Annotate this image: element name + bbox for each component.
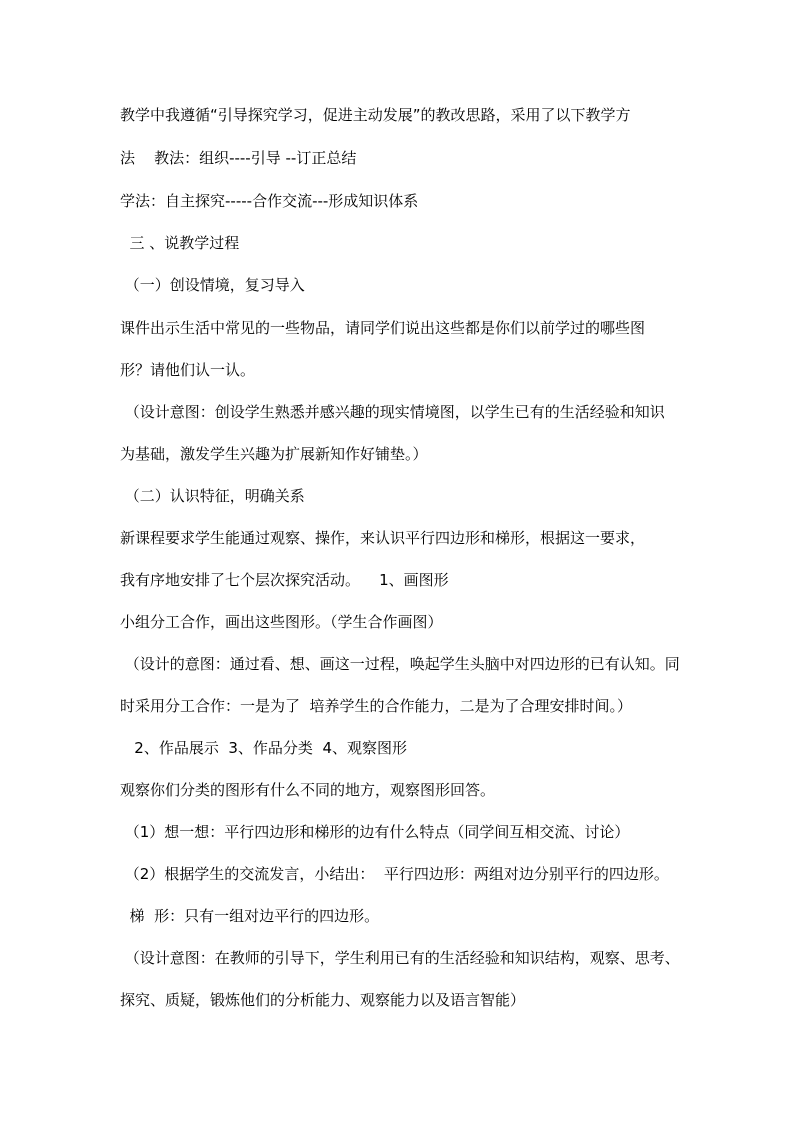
- text-line: （一）创设情境，复习导入: [120, 276, 305, 294]
- text-line: 法 教法：组织----引导 --订正总结: [120, 149, 357, 167]
- text-line: （2）根据学生的交流发言，小结出： 平行四边形：两组对边分别平行的四边形。: [120, 865, 669, 883]
- text-line: （二）认识特征，明确关系: [120, 487, 305, 505]
- text-line: 形？请他们认一认。: [120, 361, 256, 379]
- text-line: （设计意图：创设学生熟悉并感兴趣的现实情境图，以学生已有的生活经验和知识: [120, 403, 665, 421]
- text-line: （设计意图：在教师的引导下，学生利用已有的生活经验和知识结构，观察、思考、: [120, 949, 680, 967]
- text-line: 三 、说教学过程: [120, 234, 240, 252]
- text-line: 小组分工合作，画出这些图形。（学生合作画图）: [120, 613, 443, 631]
- text-line: 教学中我遵循“引导探究学习，促进主动发展”的教改思路，采用了以下教学方: [120, 106, 631, 124]
- text-line: 探究、质疑，锻炼他们的分析能力、观察能力以及语言智能）: [120, 991, 526, 1009]
- text-line: 2、作品展示 3、作品分类 4、观察图形: [120, 739, 408, 757]
- text-line: 学法：自主探究-----合作交流---形成知识体系: [120, 192, 419, 210]
- text-line: （1）想一想：平行四边形和梯形的边有什么特点（同学间互相交流、讨论）: [120, 823, 630, 841]
- text-line: 观察你们分类的图形有什么不同的地方，观察图形回答。: [120, 781, 496, 799]
- text-line: 梯 形：只有一组对边平行的四边形。: [120, 907, 380, 925]
- text-line: 时采用分工合作：一是为了 培养学生的合作能力，二是为了合理安排时间。）: [120, 697, 633, 715]
- text-line: 我有序地安排了七个层次探究活动。 1、画图形: [120, 571, 449, 589]
- text-line: 为基础，激发学生兴趣为扩展新知作好铺垫。）: [120, 445, 428, 463]
- text-line: 课件出示生活中常见的一些物品，请同学们说出这些都是你们以前学过的哪些图: [120, 319, 646, 337]
- text-line: 新课程要求学生能通过观察、操作，来认识平行四边形和梯形，根据这一要求，: [120, 529, 646, 547]
- text-line: （设计的意图：通过看、想、画这一过程，唤起学生头脑中对四边形的已有认知。同: [120, 655, 680, 673]
